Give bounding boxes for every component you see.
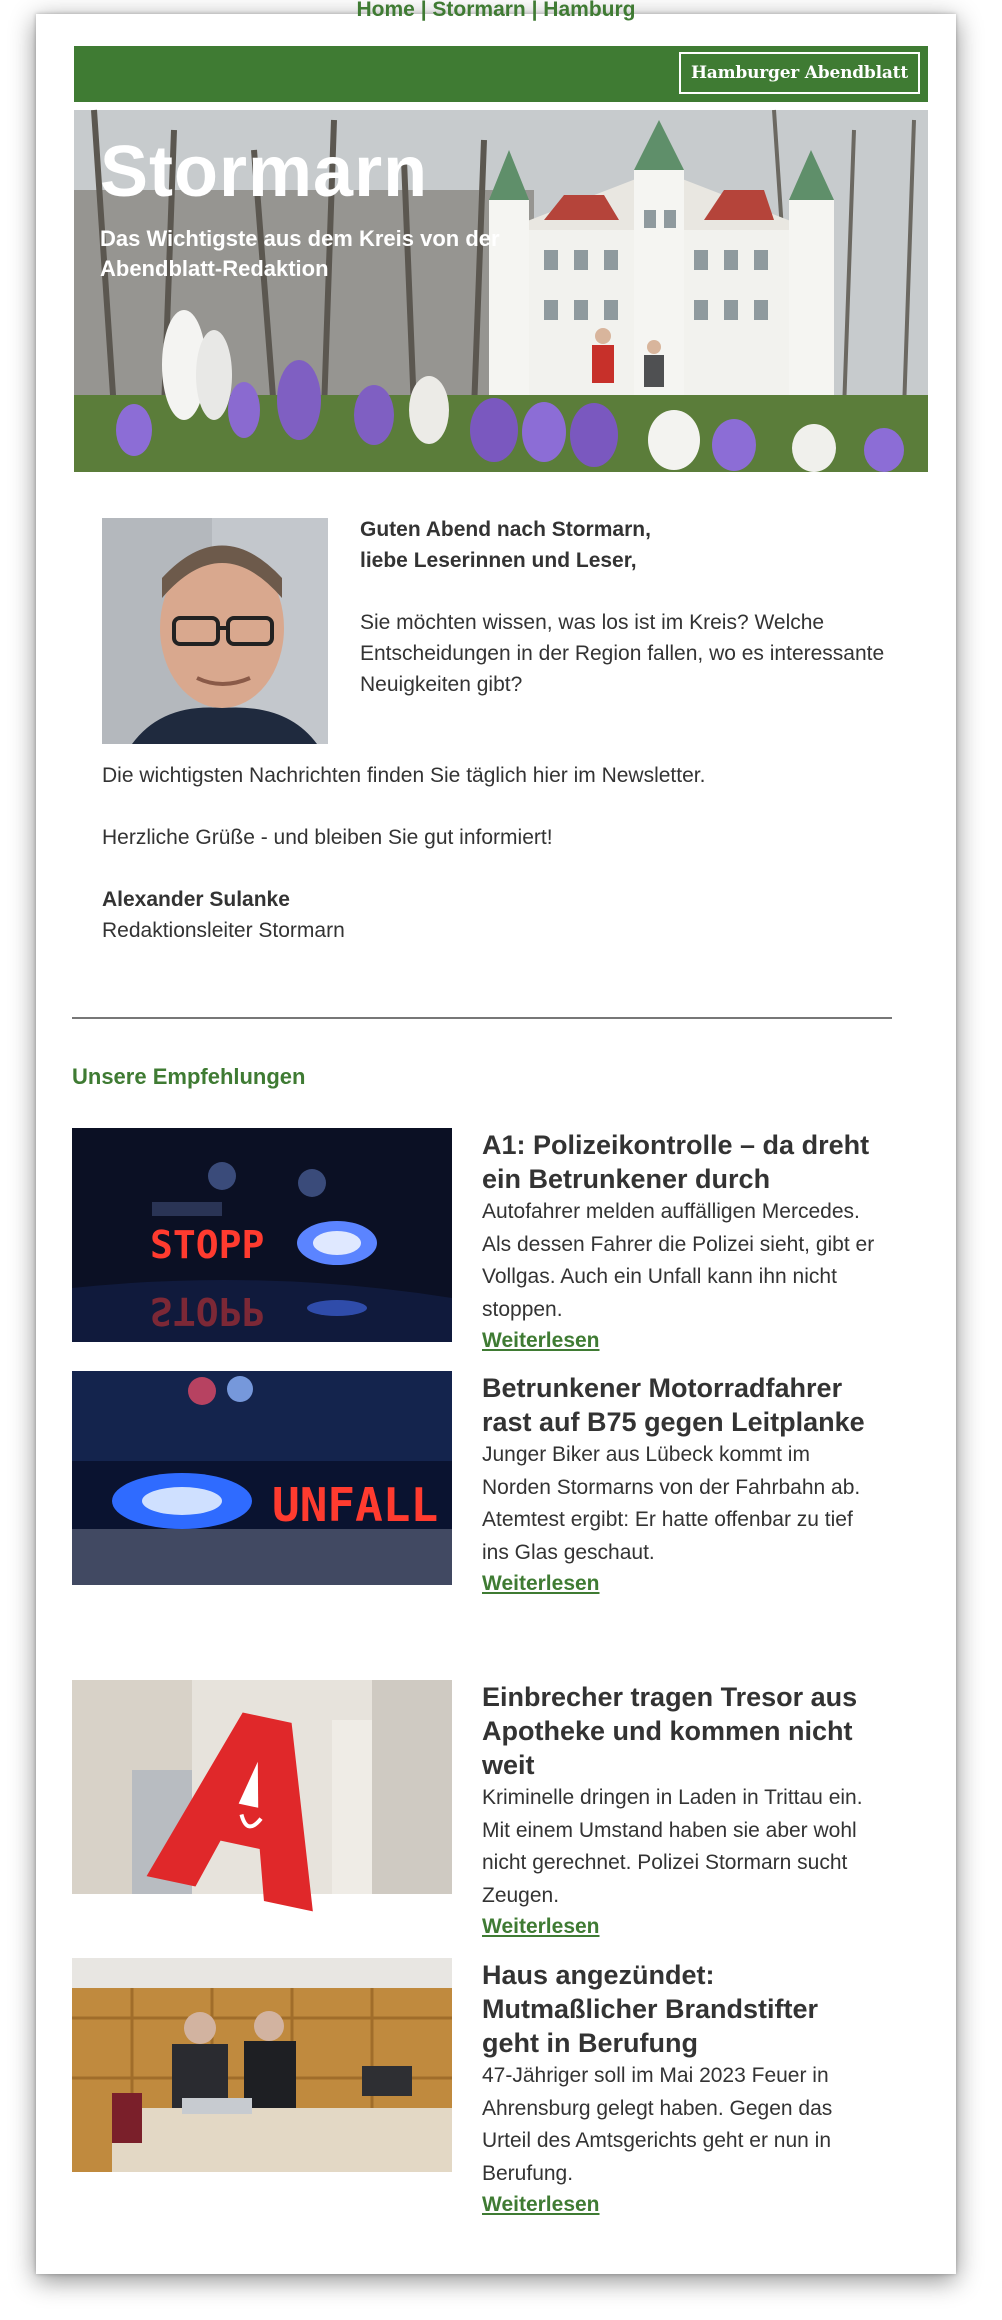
hero-subtitle: Das Wichtigste aus dem Kreis von der Abendblatt-Redaktion xyxy=(100,226,500,281)
read-more-link[interactable]: Weiterlesen xyxy=(482,1572,600,1595)
daily-news-text: Die wichtigsten Nachrichten finden Sie täglich hier im Newsletter. xyxy=(102,764,706,787)
read-more-link[interactable]: Weiterlesen xyxy=(482,1329,600,1352)
regards-text: Herzliche Grüße - und bleiben Sie gut informiert! xyxy=(102,826,553,849)
article-image[interactable] xyxy=(72,1371,452,1585)
intro-question: Sie möchten wissen, was los ist im Kreis? Welche Entscheidungen in der Region fallen, wo es interessante Neuigkeiten gibt? xyxy=(360,611,885,696)
unfall-sign-text: UNFALL xyxy=(272,1478,439,1532)
read-more-link[interactable]: Weiterlesen xyxy=(482,2193,600,2216)
article-teaser: Junger Biker aus Lübeck kommt im Norden Stormarns von der Fahrbahn ab. Atemtest ergibt: Er hatte offenbar zu tief ins Glas geschaut. xyxy=(482,1443,861,1564)
author-portrait xyxy=(102,518,328,744)
article-teaser: Kriminelle dringen in Laden in Trittau ein. Mit einem Umstand haben sie aber wohl nicht gerechnet. Polizei Stormarn sucht Zeugen. xyxy=(482,1786,863,1907)
article-title[interactable]: A1: Polizeikontrolle – da dreht ein Betrunkener durch xyxy=(482,1130,870,1194)
intro-body xyxy=(102,760,902,946)
author-avatar xyxy=(102,518,328,744)
read-more-link[interactable]: Weiterlesen xyxy=(482,1915,600,1938)
hamburger-abendblatt-logo[interactable]: Hamburger Abendblatt xyxy=(679,52,920,94)
article-image[interactable] xyxy=(72,1680,452,1894)
newsletter-card xyxy=(36,0,956,2274)
top-navigation[interactable]: Home | Stormarn | Hamburg xyxy=(356,0,636,21)
article-teaser: 47-Jähriger soll im Mai 2023 Feuer in Ahrensburg gelegt haben. Gegen das Urteil des Amtsgerichts geht er nun in Berufung. xyxy=(482,2064,833,2185)
intro-text xyxy=(360,514,900,731)
article-image[interactable] xyxy=(72,1958,452,2172)
hero-title: Stormarn xyxy=(100,132,429,212)
article-title[interactable]: Einbrecher tragen Tresor aus Apotheke und kommen nicht weit xyxy=(482,1682,858,1780)
author-name: Alexander Sulanke xyxy=(102,888,290,911)
header-bar xyxy=(74,46,928,102)
stopp-sign-text: STOPP xyxy=(150,1223,265,1267)
author-role: Redaktionsleiter Stormarn xyxy=(102,919,345,942)
hero-banner xyxy=(74,110,928,472)
recommendations-heading: Unsere Empfehlungen xyxy=(72,1064,306,1089)
greeting-line-2: liebe Leserinnen und Leser, xyxy=(360,549,637,572)
article-title[interactable]: Betrunkener Motorradfahrer rast auf B75 gegen Leitplanke xyxy=(482,1373,865,1437)
stopp-reflection-text: STOPP xyxy=(150,1289,265,1333)
greeting-line-1: Guten Abend nach Stormarn, xyxy=(360,518,651,541)
article-teaser: Autofahrer melden auffälligen Mercedes. Als dessen Fahrer die Polizei sieht, gibt er Vollgas. Auch ein Unfall kann ihn nicht stoppen. xyxy=(482,1200,875,1321)
article-image[interactable] xyxy=(72,1128,452,1342)
divider xyxy=(72,1017,892,1019)
article-title[interactable]: Haus angezündet: Mutmaßlicher Brandstifter geht in Berufung xyxy=(482,1960,819,2058)
